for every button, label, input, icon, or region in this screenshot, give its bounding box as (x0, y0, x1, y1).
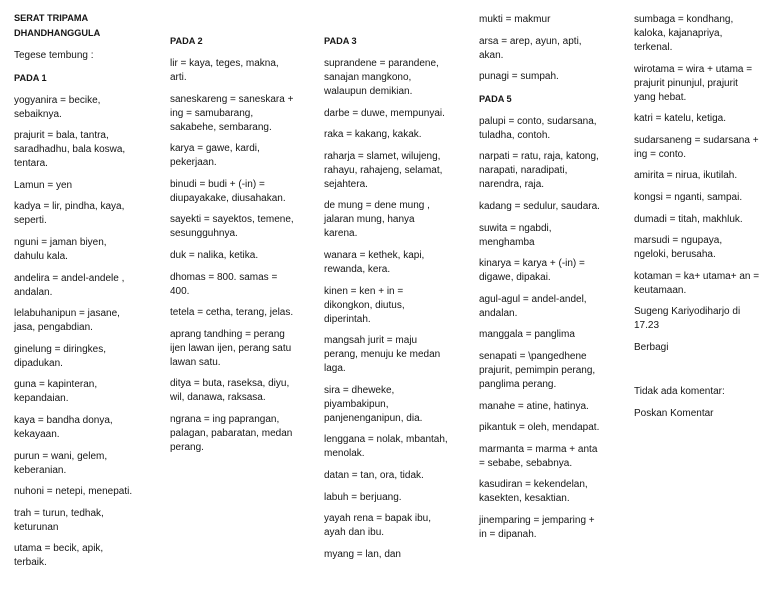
entry-line: perang, menuju ke medan (324, 349, 441, 361)
entry-line: duk = nalika, ketika. (170, 249, 259, 261)
glossary-entry (324, 107, 448, 121)
entry-line: rahayu, rahajeng, selamat, (324, 164, 443, 176)
glossary-entry (170, 178, 294, 206)
entry-line: kinen = ken + in = (324, 285, 404, 297)
entry-line: manahe = atine, hatinya. (479, 400, 589, 412)
entry-line: Lamun = yen (14, 179, 73, 191)
entry-line: binudi = budi + (-in) = (170, 178, 265, 190)
column-2 (170, 34, 294, 463)
glossary-entry (170, 328, 294, 370)
entry-line: sakabehe, sembarang. (170, 121, 272, 133)
entry-line: manggala = panglima (479, 329, 575, 341)
entry-line: sebaiknya. (14, 108, 62, 120)
glossary-entry (479, 70, 600, 84)
share-label: Berbagi (634, 341, 669, 353)
entry-line: kasudiran = kekendelan, (479, 479, 588, 491)
entry-line: sanajan mangkono, (324, 72, 412, 83)
document-title (14, 11, 132, 41)
section-heading (14, 71, 132, 85)
entry-line: mukti = makmur (479, 14, 551, 25)
entry-line: kadya = lir, pindha, kaya, (14, 201, 125, 213)
entry-line: dhomas = 800. samas = (170, 271, 278, 283)
glossary-entry (14, 307, 132, 335)
entry-line: sejahtera. (324, 178, 368, 190)
entry-line: lawan satu. (170, 356, 221, 368)
entry-line: lenggana = nolak, mbantah, (324, 434, 448, 446)
entry-line: diperintah. (324, 313, 371, 325)
entry-line: palupi = conto, sudarsana, (479, 115, 597, 127)
entry-line: yang hebat. (634, 91, 687, 103)
entry-line: ijen lawan ijen, perang satu (170, 342, 292, 354)
glossary-entry (479, 150, 600, 192)
glossary-entry (14, 343, 132, 371)
entry-line: suprandene = parandene, (324, 58, 439, 69)
entry-line: katri = katelu, ketiga. (634, 113, 726, 125)
entry-line: sudarsaneng = sudarsana + (634, 134, 759, 146)
glossary-entry (634, 13, 759, 55)
entry-line: sira = dheweke, (324, 384, 395, 396)
glossary-entry (324, 150, 448, 192)
entry-line: terbaik. (14, 557, 47, 569)
entry-line: keutamaan. (634, 284, 687, 296)
entry-line: jinemparing = jemparing + (479, 514, 595, 526)
entry-line: wirotama = wira + utama = (634, 63, 753, 75)
entry-line: walaupun demikian. (324, 86, 413, 97)
glossary-entry (479, 443, 600, 471)
glossary-entry (479, 478, 600, 506)
entry-line: andelira = andel-andele , (14, 272, 125, 284)
column-5 (634, 13, 759, 428)
entry-line: nguni = jaman biyen, (14, 236, 107, 248)
entry-line: prajurit, pemimpin perang, (479, 364, 596, 376)
entry-line: narapati, naradipati, (479, 165, 568, 177)
entry-line: arsa = arep, ayun, apti, (479, 35, 582, 47)
intro-text (14, 49, 132, 63)
entry-line: ing = samubarang, (170, 107, 254, 119)
glossary-entry (14, 94, 132, 122)
entry-line: palagan, pabaratan, medan (170, 427, 293, 439)
share-link (634, 341, 759, 355)
glossary-entry (324, 334, 448, 376)
entry-line: dipadukan. (14, 357, 63, 369)
entry-line: = sebabe, sebabnya. (479, 457, 573, 469)
entry-line: ngrana = ing paprangan, (170, 413, 280, 425)
comments-status-text: Tidak ada komentar: (634, 385, 725, 397)
glossary-entry (479, 350, 600, 392)
column-3 (324, 34, 448, 569)
entry-line: menghamba (479, 236, 535, 248)
section-heading-text: PADA 5 (479, 93, 512, 104)
section-heading (324, 34, 448, 48)
glossary-entry (14, 414, 132, 442)
glossary-entry (170, 93, 294, 135)
glossary-entry (479, 222, 600, 250)
entry-line: saradhadhu, bala koswa, (14, 144, 126, 156)
entry-line: yogyanira = becike, (14, 94, 101, 106)
entry-line: kadang = sedulur, saudara. (479, 200, 600, 212)
entry-line: kekayaan. (14, 428, 60, 440)
entry-line: wil, danawa, raksasa. (170, 392, 266, 404)
entry-line: digawe, dipakai. (479, 272, 551, 284)
glossary-entry (479, 257, 600, 285)
title-line: SERAT TRIPAMA (14, 12, 89, 23)
glossary-entry (170, 377, 294, 405)
glossary-entry (14, 129, 132, 171)
entry-line: darbe = duwe, mempunyai. (324, 107, 445, 119)
entry-line: jasa, pengabdian. (14, 322, 93, 334)
entry-line: mangsah jurit = maju (324, 335, 418, 347)
section-heading-text: PADA 1 (14, 72, 47, 83)
entry-line: sumbaga = kondhang, (634, 14, 734, 25)
entry-line: perang. (170, 441, 204, 453)
entry-line: purun = wani, gelem, (14, 450, 108, 462)
entry-line: kinarya = karya + (-in) = (479, 258, 585, 270)
entry-line: tuladha, contoh. (479, 129, 551, 141)
comments-status (634, 385, 759, 399)
post-info-line: 17.23 (634, 320, 660, 332)
glossary-entry (14, 450, 132, 478)
entry-line: diupayakake, diusahakan. (170, 192, 286, 204)
glossary-entry (479, 293, 600, 321)
column-4 (479, 13, 600, 550)
entry-line: andalan. (479, 307, 518, 319)
entry-line: tentara. (14, 158, 48, 170)
entry-line: seperti. (14, 215, 47, 227)
entry-line: raharja = slamet, wilujeng, (324, 150, 441, 162)
glossary-entry (324, 433, 448, 461)
entry-line: trah = turun, tedhak, (14, 507, 104, 519)
glossary-entry (479, 421, 600, 435)
entry-line: lir = kaya, teges, makna, (170, 58, 279, 69)
entry-line: ayah dan ibu. (324, 527, 385, 539)
title-line: DHANDHANGGULA (14, 27, 101, 38)
glossary-entry (479, 200, 600, 214)
glossary-entry (170, 57, 294, 85)
entry-line: in = dipanah. (479, 528, 537, 540)
column-1 (14, 11, 132, 578)
glossary-entry (324, 57, 448, 99)
entry-line: karena. (324, 228, 358, 240)
entry-line: kaloka, kajanapriya, (634, 28, 723, 39)
entry-line: marsudi = ngupaya, (634, 235, 723, 247)
glossary-entry (170, 413, 294, 455)
entry-line: ginelung = diringkes, (14, 343, 107, 355)
glossary-entry (634, 63, 759, 105)
entry-line: senapati = \pangedhene (479, 350, 587, 362)
entry-line: prajurit pinunjul, prajurit (634, 77, 738, 89)
entry-line: kongsi = nganti, sampai. (634, 191, 743, 203)
entry-line: tetela = cetha, terang, jelas. (170, 307, 294, 319)
intro-line: Tegese tembung : (14, 50, 94, 61)
entry-line: andalan. (14, 286, 53, 298)
entry-line: keturunan (14, 521, 59, 533)
glossary-entry (479, 400, 600, 414)
glossary-entry (170, 213, 294, 241)
entry-line: yayah rena = bapak ibu, (324, 513, 432, 525)
entry-line: marmanta = marma + anta (479, 443, 598, 455)
glossary-entry (14, 200, 132, 228)
entry-line: myang = lan, dan (324, 548, 401, 560)
entry-line: dahulu kala. (14, 250, 68, 262)
entry-line: terkenal. (634, 42, 673, 53)
glossary-entry (324, 512, 448, 540)
section-heading-text: PADA 2 (170, 36, 203, 46)
entry-line: kepandaian. (14, 393, 69, 405)
glossary-entry (14, 507, 132, 535)
glossary-entry (324, 285, 448, 327)
entry-line: pekerjaan. (170, 157, 217, 169)
glossary-entry (324, 128, 448, 142)
entry-line: arti. (170, 72, 187, 83)
glossary-entry (479, 35, 600, 63)
glossary-entry (479, 328, 600, 342)
entry-line: akan. (479, 49, 504, 61)
entry-line: aprang tandhing = perang (170, 328, 285, 340)
entry-line: narendra, raja. (479, 179, 545, 191)
glossary-entry (14, 378, 132, 406)
entry-line: rewanda, kera. (324, 263, 391, 275)
entry-line: panjenenganipun, dia. (324, 412, 423, 424)
glossary-entry (479, 115, 600, 143)
glossary-entry (634, 270, 759, 298)
entry-line: menolak. (324, 448, 365, 460)
entry-line: lelabuhanipun = jasane, (14, 308, 120, 320)
glossary-entry (14, 236, 132, 264)
entry-line: dumadi = titah, makhluk. (634, 213, 743, 225)
entry-line: piyambakipun, (324, 398, 389, 410)
entry-line: sesungguhnya. (170, 228, 238, 240)
post-info (634, 305, 759, 333)
entry-line: suwita = ngabdi, (479, 222, 552, 234)
entry-line: ngeloki, berusaha. (634, 249, 716, 261)
glossary-entry (14, 179, 132, 193)
entry-line: ditya = buta, raseksa, diyu, (170, 378, 290, 390)
entry-line: wanara = kethek, kapi, (324, 249, 425, 261)
entry-line: kotaman = ka+ utama+ an = (634, 270, 760, 282)
glossary-entry (634, 112, 759, 126)
glossary-entry (14, 485, 132, 499)
glossary-entry (479, 514, 600, 542)
entry-line: de mung = dene mung , (324, 200, 430, 212)
post-comment-label: Poskan Komentar (634, 407, 714, 419)
entry-line: jalaran mung, hanya (324, 214, 415, 226)
glossary-entry (324, 548, 448, 562)
entry-line: narpati = ratu, raja, katong, (479, 151, 599, 163)
glossary-entry (634, 169, 759, 183)
entry-line: 400. (170, 285, 190, 297)
section-heading (170, 34, 294, 48)
post-comment-link (634, 407, 759, 421)
section-heading-text: PADA 3 (324, 36, 357, 46)
glossary-entry (634, 191, 759, 205)
glossary-entry (170, 249, 294, 263)
entry-line: amirita = nirua, ikutilah. (634, 170, 738, 182)
entry-line: kaya = bandha donya, (14, 414, 113, 426)
entry-line: saneskareng = saneskara + (170, 93, 294, 105)
glossary-entry (170, 271, 294, 299)
entry-line: kasekten, kesaktian. (479, 493, 570, 505)
glossary-entry (634, 134, 759, 162)
entry-line: utama = becik, apik, (14, 543, 104, 555)
glossary-entry (324, 199, 448, 241)
entry-line: panglima perang. (479, 378, 557, 390)
glossary-entry (14, 272, 132, 300)
entry-line: prajurit = bala, tantra, (14, 130, 109, 142)
entry-line: labuh = berjuang. (324, 491, 402, 503)
entry-line: sayekti = sayektos, temene, (170, 214, 294, 226)
entry-line: datan = tan, ora, tidak. (324, 469, 424, 481)
glossary-entry (634, 213, 759, 227)
glossary-entry (479, 13, 600, 27)
entry-line: laga. (324, 363, 346, 375)
entry-line: agul-agul = andel-andel, (479, 293, 587, 305)
glossary-entry (14, 542, 132, 570)
entry-line: dikongkon, diutus, (324, 299, 405, 311)
entry-line: raka = kakang, kakak. (324, 129, 422, 141)
glossary-entry (324, 491, 448, 505)
entry-line: nuhoni = netepi, menepati. (14, 486, 133, 498)
glossary-entry (634, 234, 759, 262)
glossary-entry (170, 142, 294, 170)
post-info-line: Sugeng Kariyodiharjo di (634, 306, 741, 318)
entry-line: punagi = sumpah. (479, 71, 559, 83)
entry-line: guna = kapinteran, (14, 379, 98, 391)
entry-line: ing = conto. (634, 148, 686, 160)
glossary-entry (324, 249, 448, 277)
entry-line: karya = gawe, kardi, (170, 143, 260, 155)
section-heading (479, 92, 600, 106)
glossary-entry (170, 306, 294, 320)
glossary-entry (324, 469, 448, 483)
entry-line: keberanian. (14, 464, 67, 476)
glossary-entry (324, 384, 448, 426)
entry-line: pikantuk = oleh, mendapat. (479, 422, 600, 434)
